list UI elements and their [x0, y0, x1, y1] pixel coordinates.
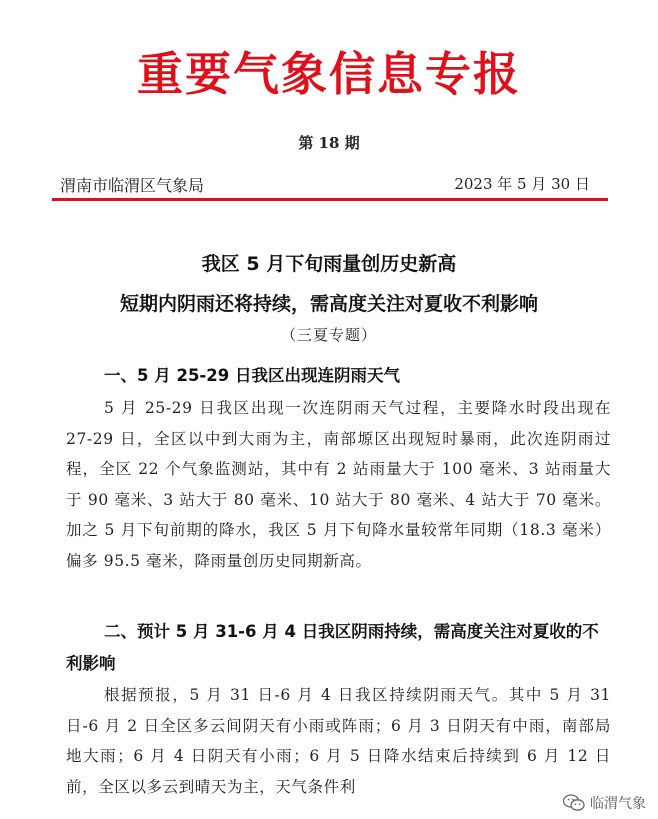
headline-line-2: 短期内阴雨还将持续，需高度关注对夏收不利影响: [119, 293, 538, 315]
wechat-icon: [563, 794, 585, 812]
section-2-body: 根据预报，5 月 31 日-6 月 4 日我区持续阴雨天气。其中 5 月 31 日-6 月 2 日全区多云间阴天有小雨或阵雨；6 月 3 日阴天有中雨，南部局地大雨；6 月 4 日阴天有小雨；6 月 5 日降水结束后持续到 6 月 12 日前，全区以多云到晴天为主，天气条件利: [66, 686, 611, 796]
header-divider: [52, 198, 608, 201]
section-1-body: 5 月 25-29 日我区出现一次连阴雨天气过程，主要降水时段出现在 27-29 日，全区以中到大雨为主，南部塬区出现短时暴雨，此次连阴雨过程，全区 22 个气象监测站，其中有 2 站雨量大于 100 毫米、3 站雨量大于 90 毫米、3 站大于 80 毫米、10 站大于 80 毫米、4 站大于 70 毫米。加之 5 月下旬前期的降水，我区 5 月下旬降水量较常年同期（18.3 毫米）偏多 95.5 毫米，降雨量创历史同期新高。: [66, 399, 611, 570]
section-1-heading: 一、5 月 25-29 日我区出现连阴雨天气: [104, 366, 400, 385]
special-topic: （三夏专题）: [280, 326, 377, 344]
banner-title: 重要气象信息专报: [137, 47, 521, 101]
watermark-label: 临渭气象: [590, 796, 646, 812]
issue-number: 第 18 期: [298, 134, 360, 152]
section-2-heading: 二、预计 5 月 31-6 月 4 日我区阴雨持续，需高度关注对夏收的不利影响: [66, 622, 599, 673]
wechat-watermark: [559, 791, 650, 815]
issue-date: 2023 年 5 月 30 日: [454, 175, 590, 193]
issuer-name: 渭南市临渭区气象局: [60, 176, 205, 195]
headline-line-1: 我区 5 月下旬雨量创历史新高: [201, 253, 457, 275]
